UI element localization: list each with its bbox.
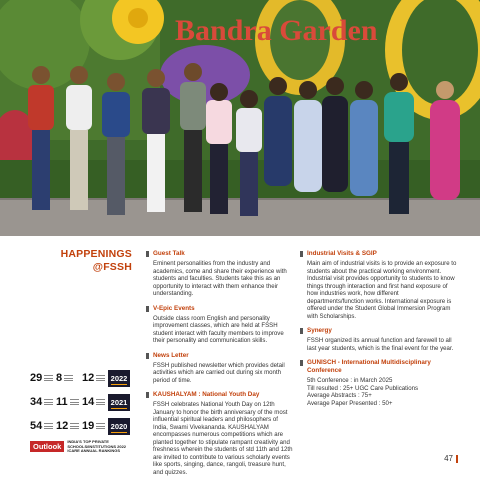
rankings-panel	[30, 368, 130, 454]
rank-number: 8	[56, 372, 63, 384]
section-title: KAUSHALYAM : National Youth Day	[153, 391, 260, 398]
ranking-row	[30, 392, 130, 412]
rank-caption	[70, 420, 79, 432]
rank-year-badge: 2020	[108, 418, 130, 435]
gunisch-line: Till resulted : 25+ UGC Care Publications	[307, 384, 419, 392]
rank-year-badge: 2021	[108, 394, 130, 411]
gunisch-line: 5th Conference : in March 2025	[307, 377, 393, 384]
industrial-visits-section	[307, 250, 457, 320]
heading-line-2: @FSSH	[92, 261, 132, 273]
rank-number: 19	[82, 420, 95, 432]
section-title: GUNISCH - International Multidisciplinary Conference	[307, 359, 431, 374]
rank-caption	[44, 396, 53, 408]
middle-column	[153, 250, 293, 483]
section-body: Outside class room English and personality improvement classes, which are held at FSSH student interact with faculty members to improve their personality and communication skills.	[153, 314, 284, 344]
section-body: FSSH celebrates National Youth Day on 12th January to honor the birth anniversary of the most influential spiritual leaders and philosophers of India, Swami Vivekananda. KAUSHALYAM encompasses numerous competitions which are planted together to stipulate rampant creativity and freshness wherein the students of std 11th and 12th are invited to contribute to various scholarly events like sports, singing, dance, rangoli, treasure hunt, and quizzes.	[153, 401, 293, 476]
outlook-caption: INDIA'S TOP PRIVATE SCHOOLS/INSTITUTIONS 2022 ICARE ANNUAL RANKINGS	[67, 439, 127, 454]
happenings-section	[0, 236, 480, 480]
section-body: Main aim of industrial visits is to provide an exposure to students about the practical working environment. Industrial visit provides opportunity to students to know things through interaction and first hand exposure of how industries work, how different departments/function works. International exposure is offered under the Student Global Immersion Program with Scholarships.	[307, 260, 457, 320]
synergy-section	[307, 327, 457, 352]
outlook-logo: Outlook	[30, 441, 64, 452]
section-marker	[146, 306, 149, 312]
rank-number: 34	[30, 396, 43, 408]
rank-caption	[96, 396, 105, 408]
right-column	[307, 250, 457, 414]
heading-line-1: HAPPENINGS	[60, 248, 132, 260]
rank-number: 12	[56, 420, 69, 432]
section-marker	[146, 353, 149, 359]
section-title: News Letter	[153, 351, 189, 359]
rank-caption	[70, 396, 79, 408]
section-marker	[300, 360, 303, 366]
rank-year-badge: 2022	[108, 370, 130, 387]
rank-caption	[44, 372, 53, 384]
rank-caption	[44, 420, 53, 432]
section-body: FSSH published newsletter which provides detail activities which are carried out during six month period of time.	[153, 361, 285, 384]
v-epic-section	[153, 305, 293, 345]
section-title: Synergy	[307, 327, 332, 334]
newsletter-section	[153, 352, 293, 385]
rank-number: 29	[30, 372, 43, 384]
outlook-banner	[30, 440, 130, 454]
happenings-heading	[30, 248, 132, 274]
rank-caption	[64, 372, 73, 384]
section-body: Eminent personalities from the industry and academics, come and share their experience with students and faculties. Students take this as an opportunity to interact with them enhance their understanding.	[153, 260, 287, 297]
section-body: FSSH organized its annual function and farewell to all last year students, which is the final event for the year.	[307, 337, 454, 352]
page-number-text: 47	[444, 454, 453, 463]
ranking-row	[30, 368, 130, 388]
rank-number: 14	[82, 396, 95, 408]
section-marker	[146, 251, 149, 257]
section-title: Guest Talk	[153, 250, 185, 257]
ranking-row	[30, 416, 130, 436]
gunisch-line: Average Abstracts : 75+	[307, 392, 372, 399]
gunisch-line: Average Paper Presented : 50+	[307, 399, 393, 407]
rank-number: 12	[82, 372, 95, 384]
section-marker	[146, 392, 149, 398]
rank-caption	[96, 372, 105, 384]
section-title: Industrial Visits & SGIP	[307, 250, 377, 257]
section-title: V-Epic Events	[153, 304, 195, 312]
rank-number: 54	[30, 420, 43, 432]
page-number-bar	[456, 455, 458, 463]
section-marker	[300, 328, 303, 334]
youth-day-section	[153, 391, 293, 476]
rank-caption	[96, 420, 105, 432]
section-marker	[300, 251, 303, 257]
sign-text: Bandra Garden	[175, 14, 378, 47]
gunisch-section	[307, 359, 457, 407]
rank-number: 11	[56, 396, 68, 408]
page-number	[444, 454, 458, 463]
guest-talk-section	[153, 250, 293, 298]
group-photo	[0, 0, 480, 236]
